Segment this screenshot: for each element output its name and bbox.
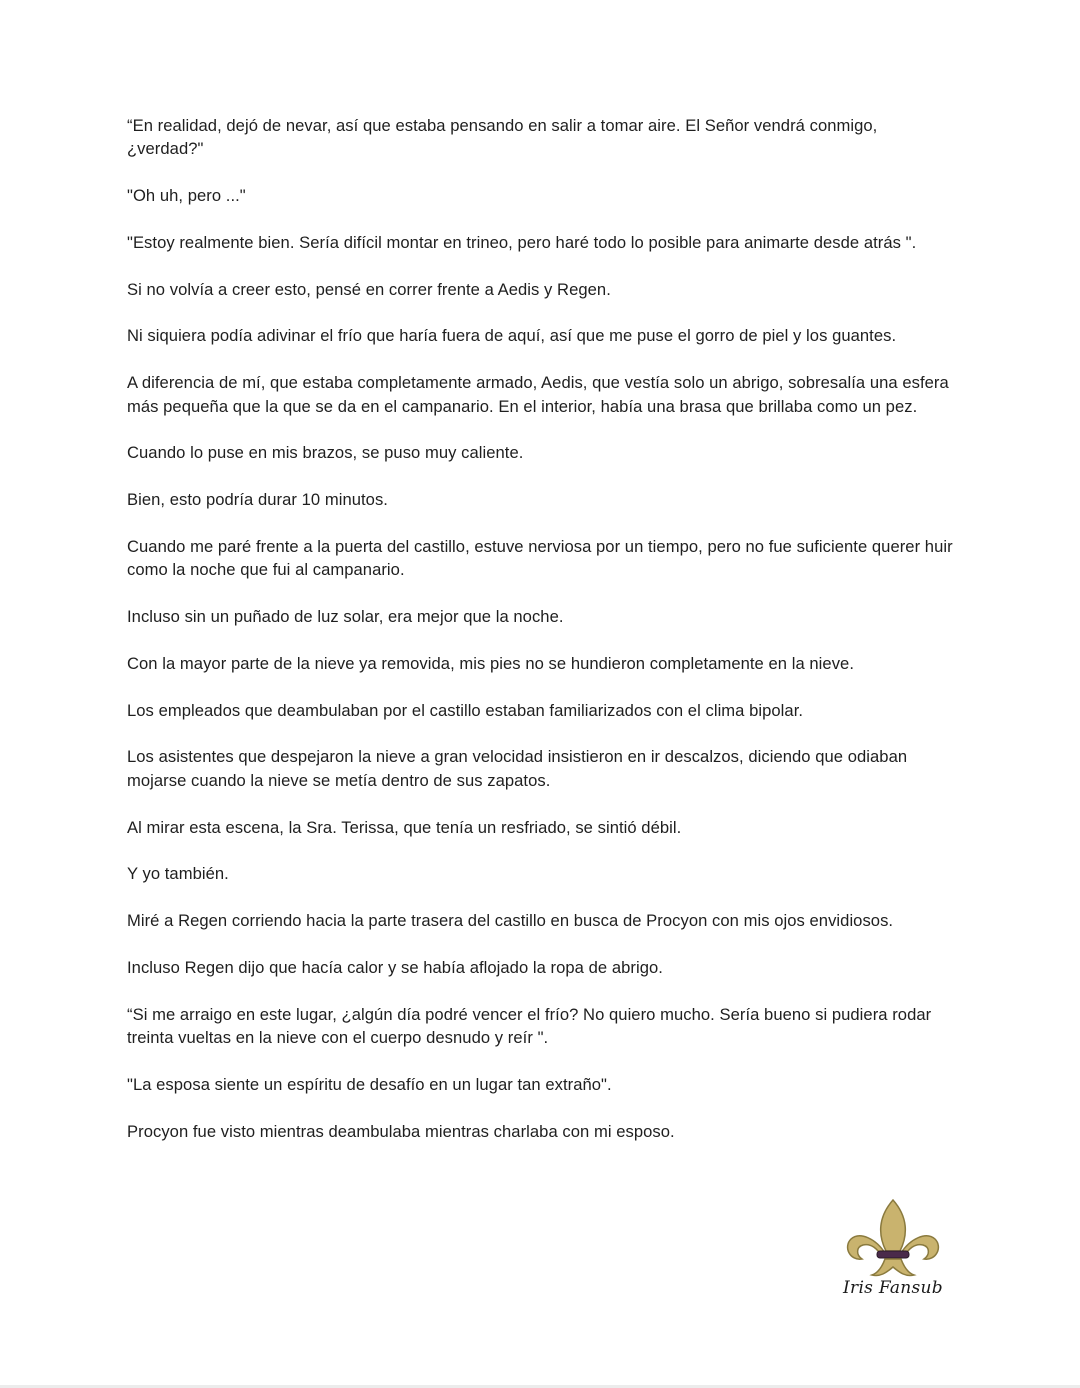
paragraph: Cuando lo puse en mis brazos, se puso muy caliente. <box>127 443 524 463</box>
paragraph: "Oh uh, pero ..." <box>127 186 246 206</box>
paragraph: Incluso sin un puñado de luz solar, era mejor que la noche. <box>127 607 564 627</box>
paragraph: Al mirar esta escena, la Sra. Terissa, que tenía un resfriado, se sintió débil. <box>127 817 682 837</box>
paragraph: A diferencia de mí, que estaba completamente armado, Aedis, que vestía solo un abrigo, sobresalía una esfera más pequeña que la que se da en el campanario. En el interior, había una brasa que brillaba como un pez. <box>127 373 949 416</box>
paragraph: Bien, esto podría durar 10 minutos. <box>127 490 388 510</box>
paragraph: Cuando me paré frente a la puerta del castillo, estuve nerviosa por un tiempo, pero no fue suficiente querer huir como la noche que fui al campanario. <box>127 536 953 580</box>
paragraph: Y yo también. <box>127 864 229 884</box>
paragraph: Procyon fue visto mientras deambulaba mientras charlaba con mi esposo. <box>127 1121 675 1141</box>
fleur-band <box>877 1251 909 1258</box>
fleur-center-petal <box>881 1200 906 1251</box>
paragraph: “En realidad, dejó de nevar, así que estaba pensando en salir a tomar aire. El Señor vendrá conmigo, ¿verdad?" <box>127 116 878 159</box>
paragraph: “Si me arraigo en este lugar, ¿algún día podré vencer el frío? No quiero mucho. Sería bueno si pudiera rodar treinta vueltas en la nieve con el cuerpo desnudo y reír ". <box>127 1004 932 1048</box>
paragraph: Incluso Regen dijo que hacía calor y se había aflojado la ropa de abrigo. <box>127 957 663 977</box>
document-body <box>127 114 957 1166</box>
paragraph: Ni siquiera podía adivinar el frío que haría fuera de aquí, así que me puse el gorro de piel y los guantes. <box>127 326 897 346</box>
fleur-lower-stem <box>872 1259 914 1276</box>
paragraph: Los empleados que deambulaban por el castillo estaban familiarizados con el clima bipolar. <box>127 700 804 720</box>
paragraph: Si no volvía a creer esto, pensé en correr frente a Aedis y Regen. <box>127 279 611 299</box>
paragraph: "La esposa siente un espíritu de desafío en un lugar tan extraño". <box>127 1074 612 1094</box>
paragraph: Con la mayor parte de la nieve ya removida, mis pies no se hundieron completamente en la nieve. <box>127 653 854 673</box>
watermark-text: Iris Fansub <box>843 1278 943 1298</box>
paragraph: "Estoy realmente bien. Sería difícil montar en trineo, pero haré todo lo posible para animarte desde atrás ". <box>127 232 917 252</box>
paragraph: Los asistentes que despejaron la nieve a gran velocidad insistieron en ir descalzos, diciendo que odiaban mojarse cuando la nieve se metía dentro de sus zapatos. <box>127 747 908 790</box>
paragraph: Miré a Regen corriendo hacia la parte trasera del castillo en busca de Procyon con mis ojos envidiosos. <box>127 911 894 931</box>
